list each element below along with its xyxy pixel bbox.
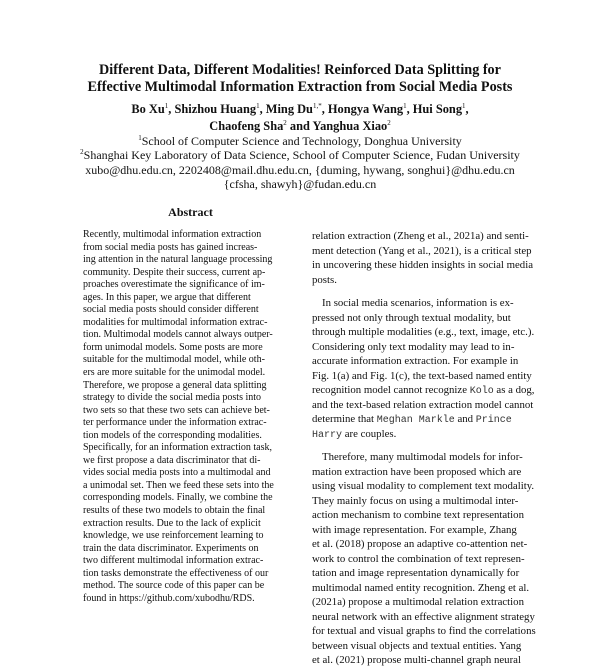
abstract-line: knowledge, we use reinforcement learning to bbox=[83, 530, 264, 542]
author-list bbox=[40, 101, 560, 135]
authors-line-1: Bo Xu$^1$, Shizhou Huang$^1$, Ming $Du^{1,*}$, Hongya Wang$^1$, Hui Song$^1$, bbox=[131, 101, 469, 116]
title-line-2: Effective Multimodal Information Extraction from Social Media Posts bbox=[87, 79, 513, 95]
body-line: accurate information extraction. For example in bbox=[312, 355, 519, 367]
body-text bbox=[312, 229, 560, 666]
abstract-line: tion tasks demonstrate the effectiveness of our bbox=[83, 567, 269, 579]
abstract-line: ers are more suitable for the unimodal model. bbox=[83, 367, 266, 379]
body-line: neural network with an effective alignment strategy bbox=[312, 610, 535, 623]
abstract-line: corresponding models. Finally, we combine the bbox=[83, 492, 273, 504]
abstract-line: results of these two models to obtain the final bbox=[83, 505, 266, 517]
abstract-line: train the data discriminator. Experiments on bbox=[83, 542, 259, 554]
abstract-line: extraction results. Due to the lack of explicit bbox=[83, 517, 261, 529]
body-line: relation extraction (Zheng et al., 2021a) and senti- bbox=[312, 230, 529, 242]
entity-meghan-markle: Meghan Markle bbox=[376, 415, 455, 426]
abstract-line: vides social media posts into a multimodal and bbox=[83, 467, 271, 479]
paragraph-gap bbox=[312, 287, 560, 296]
abstract-line: strategy to divide the social media posts into bbox=[83, 392, 262, 404]
body-line: In social media scenarios, information is ex- bbox=[322, 297, 514, 309]
abstract-line: two different multimodal information extrac- bbox=[83, 555, 264, 567]
abstract-line: found in https://github.com/xubodhu/RDS. bbox=[83, 592, 255, 604]
abstract-line: tion models of the corresponding modalities. bbox=[83, 429, 262, 441]
body-line: for textual and visual graphs to find the correlations bbox=[312, 625, 536, 637]
body-line: with image representation. For example, Zhang bbox=[312, 523, 517, 536]
abstract-line: Specifically, for an information extraction task, bbox=[83, 442, 273, 454]
entity-harry: Harry bbox=[312, 429, 343, 441]
body-line: Harry are couples. bbox=[312, 427, 397, 441]
body-line: using visual modality to complement text modality. bbox=[312, 480, 535, 492]
body-line: in uncovering these hidden insights in social media bbox=[312, 259, 533, 271]
abstract-line: community. Despite their success, current ap- bbox=[83, 266, 266, 278]
abstract-line: ter performance under the information extrac- bbox=[83, 417, 267, 429]
abstract-line: two sets so that these two sets can achieve bet- bbox=[83, 404, 270, 416]
body-line: Therefore, many multimodal models for infor- bbox=[322, 451, 523, 463]
body-line: determine that Meghan Markle and Prince bbox=[312, 413, 512, 426]
body-line: Fig. 1(a) and Fig. 1(c), the text-based named entity bbox=[312, 369, 532, 382]
abstract-line: ages. In this paper, we argue that different bbox=[83, 291, 251, 303]
abstract-line: method. The source code of this paper can be bbox=[83, 580, 265, 592]
affiliation-2: $^2$Shanghai Key Laboratory of Data Science, School of Computer Science, Fudan University bbox=[80, 148, 520, 163]
left-column bbox=[83, 205, 298, 605]
abstract-text bbox=[83, 229, 298, 605]
authors-line-2: Chaofeng Sha$^2$ and Yanghua Xiao$^2$ bbox=[209, 118, 391, 133]
author-emails-1: xubo@dhu.edu.cn, 2202408@mail.dhu.edu.cn, {duming, hywang, songhui}@dhu.edu.cn bbox=[85, 162, 515, 177]
abstract-line: form unimodal models. Some posts are more bbox=[83, 341, 263, 353]
abstract-line: modalities for multimodal information extrac- bbox=[83, 316, 268, 328]
abstract-line: we first propose a data discriminator that di- bbox=[83, 454, 261, 466]
body-line: They mainly focus on using a multimodal inter- bbox=[312, 494, 519, 507]
body-line: Considering only text modality may lead to in- bbox=[312, 340, 515, 353]
entity-prince: Prince bbox=[475, 415, 512, 426]
body-line: and the text-based relation extraction model cannot bbox=[312, 398, 534, 411]
abstract-line: social media posts should consider different bbox=[83, 304, 259, 316]
abstract-heading: Abstract bbox=[168, 205, 213, 219]
abstract-line: Recently, multimodal information extraction bbox=[83, 229, 262, 240]
body-line: recognition model cannot recognize Kolo as a dog, bbox=[312, 384, 535, 397]
abstract-line: tion. Multimodal models cannot always outper- bbox=[83, 329, 273, 341]
entity-kolo: Kolo bbox=[469, 386, 494, 397]
body-line: ment detection (Yang et al., 2021), is a critical step bbox=[312, 244, 532, 257]
body-line: multimodal named entity recognition. Zheng et al. bbox=[312, 581, 530, 594]
title-line-1: Different Data, Different Modalities! Reinforced Data Splitting for bbox=[99, 62, 501, 78]
body-line: et al. (2018) propose an adaptive co-attention net- bbox=[312, 538, 528, 550]
body-line: tation and image representation dynamically for bbox=[312, 567, 520, 579]
paper-title bbox=[40, 62, 560, 96]
abstract-line: ing attention in the natural language processing bbox=[83, 254, 273, 266]
body-line: action mechanism to combine text representation bbox=[312, 509, 524, 521]
abstract-line: proaches overestimate the significance of im- bbox=[83, 279, 265, 291]
abstract-line: suitable for the multimodal model, while oth- bbox=[83, 354, 265, 366]
abstract-line: Therefore, we propose a general data splitting bbox=[83, 379, 267, 391]
affiliation-1: $^1$School of Computer Science and Technology, Donghua University bbox=[138, 134, 462, 148]
body-line: work to control the combination of text represen- bbox=[312, 552, 525, 565]
paragraph-3 bbox=[312, 450, 560, 666]
body-line: (2021a) propose a multimodal relation extraction bbox=[312, 596, 524, 608]
author-emails-2: {cfsha, shawyh}@fudan.edu.cn bbox=[223, 176, 377, 191]
body-line: mation extraction have been proposed which are bbox=[312, 465, 522, 478]
body-line: through multiple modalities (e.g., text, image, etc.). bbox=[312, 326, 535, 338]
body-line: posts. bbox=[312, 273, 337, 286]
affiliations bbox=[40, 134, 560, 191]
paragraph-gap bbox=[312, 441, 560, 450]
body-line: pressed not only through textual modality, but bbox=[312, 311, 511, 324]
right-column bbox=[312, 229, 560, 666]
body-line: et al. (2021) propose multi-channel graph neural bbox=[312, 654, 521, 666]
abstract-line: a unimodal set. Then we feed these sets into the bbox=[83, 479, 274, 491]
abstract-line: from social media posts has gained increas- bbox=[83, 241, 258, 253]
body-line: between visual objects and textual entities. Yang bbox=[312, 639, 522, 652]
